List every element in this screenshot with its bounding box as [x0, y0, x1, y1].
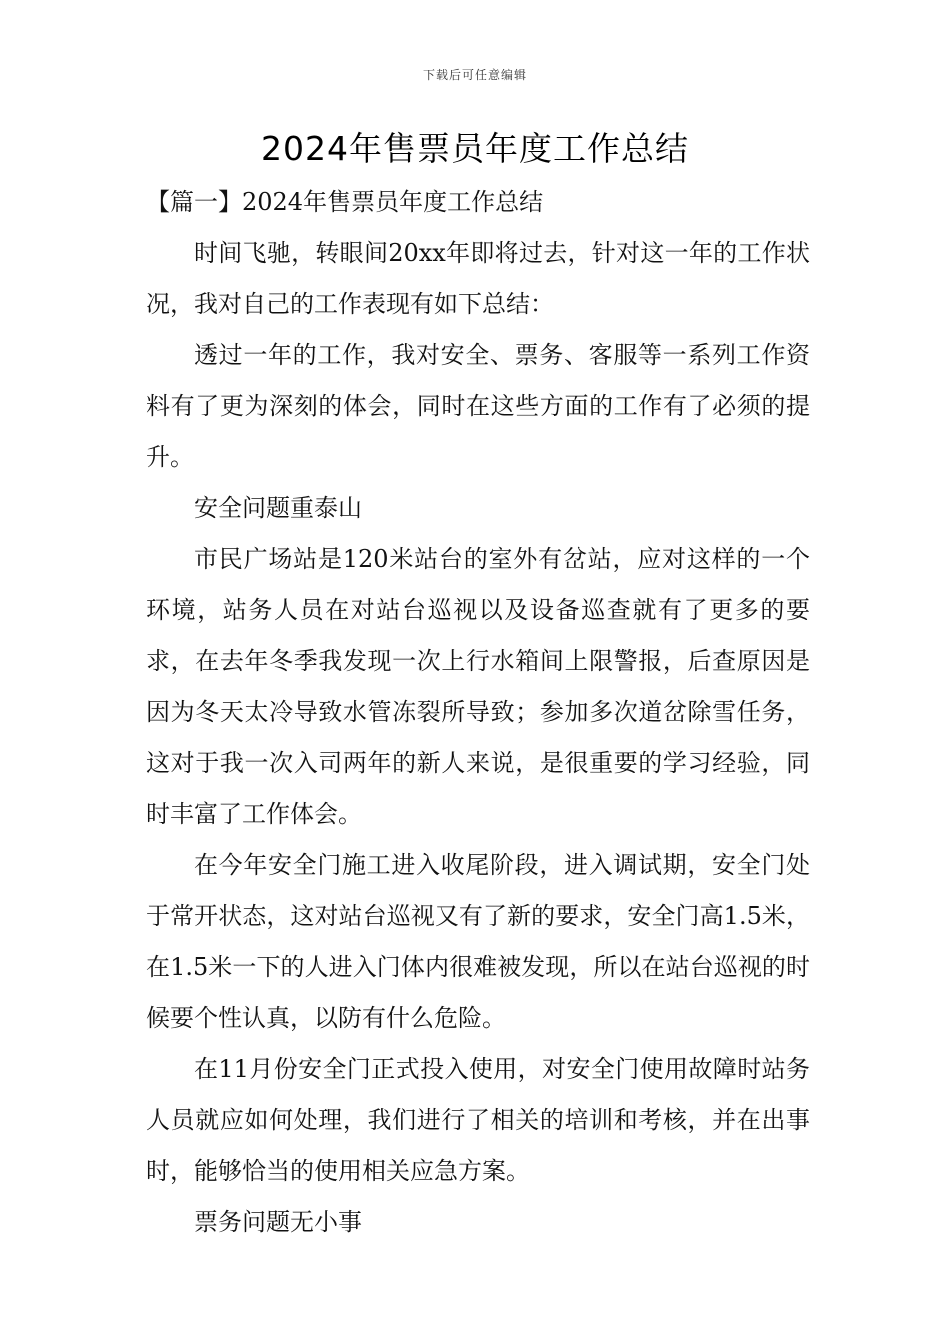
header-note: 下载后可任意编辑 — [422, 68, 527, 82]
subheading: 票务问题无小事 — [194, 1208, 362, 1236]
document-title: 2024年售票员年度工作总结 — [261, 129, 689, 168]
paragraph: 市民广场站是120米站台的室外有岔站，应对这样的一个环境，站务人员在对站台巡视以及设备巡查就有了更多的要求，在去年冬季我发现一次上行水箱间上限警报，后查原因是因为冬天太冷导致水管冻裂所导致；参加多次道岔除雪任务，这对于我一次入司两年的新人来说，是很重要的学习经验，同时丰富了工作体会。 — [146, 545, 810, 828]
section-heading: 【篇一】2024年售票员年度工作总结 — [146, 188, 544, 216]
paragraph: 在11月份安全门正式投入使用，对安全门使用故障时站务人员就应如何处理，我们进行了相关的培训和考核，并在出事时，能够恰当的使用相关应急方案。 — [146, 1055, 810, 1185]
subheading: 安全问题重泰山 — [194, 494, 362, 522]
document-body — [146, 177, 810, 1248]
paragraph: 在今年安全门施工进入收尾阶段，进入调试期，安全门处于常开状态，这对站台巡视又有了新的要求，安全门高1.5米，在1.5米一下的人进入门体内很难被发现，所以在站台巡视的时候要个性认真，以防有什么危险。 — [146, 851, 810, 1032]
paragraph: 时间飞驰，转眼间20xx年即将过去，针对这一年的工作状况，我对自己的工作表现有如下总结： — [146, 239, 810, 318]
paragraph: 透过一年的工作，我对安全、票务、客服等一系列工作资料有了更为深刻的体会，同时在这些方面的工作有了必须的提升。 — [146, 341, 810, 471]
